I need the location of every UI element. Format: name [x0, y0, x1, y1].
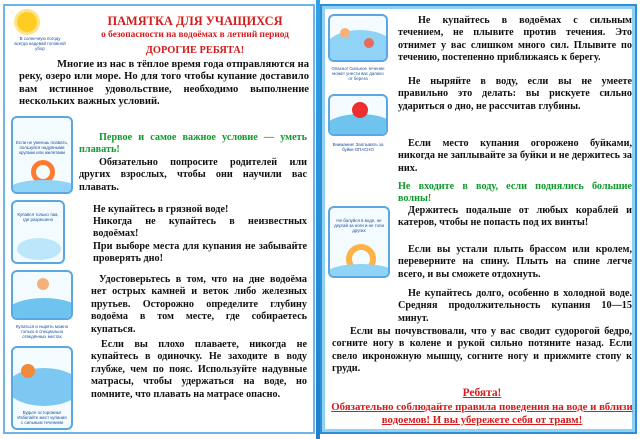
alone-swimming-paragraph: Если вы плохо плаваете, никогда не купайтесь в одиночку. Не заходите в воду глубже, чем по пояс. Используйте надувные матрасы, чтобы удержаться на воде, но помните, что плавать на матрасе опасно.: [91, 339, 307, 400]
first-rule: Первое и самое важное условие — уметь плавать!: [79, 132, 307, 156]
illustration-swim-ring: [11, 116, 73, 194]
swimmer-icon: [340, 28, 350, 38]
illustration-swimmers: [328, 14, 388, 62]
dirty-water-rule: Не купайтесь в грязной воде!: [93, 204, 229, 215]
illustration-diving: [11, 270, 73, 320]
buoys-paragraph: Если место купания огорожено буйками, никогда не заплывайте за буйки и не держитесь за них.: [398, 138, 632, 174]
bottom-check-paragraph: Удостоверьтесь в том, что на дне водоёма нет острых камней и веток либо железных прутьев. Осторожно определите глубину водоёма в том месте, где собираетесь купаться.: [91, 274, 307, 335]
cramp-paragraph: Если вы почувствовали, что у вас сводит судорогой бедро, согните ногу в колене и рукой сильно потяните назад. Если свело икроножную мышцу, согните ногу и прижмите стопу к груди.: [332, 326, 632, 375]
water-icon: [11, 368, 73, 406]
right-panel: [320, 4, 637, 434]
intro-paragraph: Многие из нас в тёплое время года отправляются на реку, озеро или море. Но для того чтобы купание доставило вам истинное удовольствие, необходимо выполнение нескольких важных условий.: [19, 59, 309, 108]
illustration-current: [11, 346, 73, 430]
sun-icon: [17, 12, 37, 32]
waves-rule: Не входите в воду, если поднялись большие волны!: [398, 181, 632, 205]
diving-paragraph: Не ныряйте в воду, если вы не умеете правильно это делать: вы рискуете сильно удариться о дно, не рассчитав глубины.: [398, 76, 632, 112]
strong-current-paragraph: Не купайтесь в водоёмах с сильным течением, не плывите против течения. Это отнимет у вас слишком много сил. Плывите по течению, постепенно приближаясь к берегу.: [398, 15, 632, 64]
caption-buoy: Внимание! Заплывать за буйки ОПАСНО: [332, 142, 384, 152]
closing-greeting: Ребята!: [462, 387, 502, 399]
caption-box-buoy: [328, 138, 388, 178]
caption-no-pranks: Не балуйся в воде, не дергай за ноги и не топи других: [334, 218, 384, 233]
closing-message: Обязательно соблюдайте правила поведения на воде и вблизи водоемов! И вы убережете себя от травм!: [331, 401, 633, 426]
caption-diving: Купаться и нырять можно только в специально отведённых местах: [15, 324, 69, 339]
learn-to-swim-paragraph: Обязательно попросите родителей или других взрослых, чтобы они научили вас плавать.: [79, 157, 307, 193]
duration-paragraph: Не купайтесь долго, особенно в холодной воде. Средняя продолжительность купания 10—15 минут.: [398, 288, 632, 324]
illustration-allowed-place: [11, 200, 65, 264]
illustration-no-pranks: [328, 206, 390, 278]
caption-box-diving: [11, 322, 73, 342]
water-icon: [11, 180, 73, 194]
water-icon: [11, 298, 73, 320]
water-icon: [328, 264, 390, 278]
caption-sun-hat: В солнечную погоду всегда надевай головной убор: [14, 36, 66, 51]
illustration-buoy: [328, 94, 388, 136]
backstroke-paragraph: Если вы устали плыть брассом или кролем, переверните на спину. Плыть на спине легче всего, и вы сможете отдохнуть.: [398, 244, 632, 280]
buoy-icon: [352, 102, 368, 118]
illustration-sun-hat: [11, 34, 69, 52]
page-subtitle: о безопасности на водоёмах в летний период: [101, 30, 289, 40]
diver-icon: [37, 278, 49, 290]
unknown-water-rule: Никогда не купайтесь в неизвестных водоёмах!: [93, 216, 307, 240]
swimmer-icon: [21, 364, 35, 378]
caption-strong-current: Опасно! Сильное течение может унести вас далеко от берега: [331, 66, 385, 81]
boats-paragraph: Держитесь подальше от любых кораблей и катеров, чтобы не попасть под их винты!: [398, 205, 632, 229]
caption-box-current: [328, 64, 388, 90]
swimmer-icon: [364, 38, 374, 48]
caption-swim-ring: Если не умеешь плавать, пользуйся надувными кругами или жилетами: [16, 140, 69, 155]
check-bottom-rule: При выборе места для купания не забывайте проверять дно!: [93, 241, 307, 265]
greeting: ДОРОГИЕ РЕБЯТА!: [145, 45, 245, 56]
left-panel: [3, 4, 315, 434]
page-title: ПАМЯТКА ДЛЯ УЧАЩИХСЯ: [107, 14, 283, 28]
lake-icon: [17, 238, 61, 260]
caption-current: Будьте осторожны! Избегайте мест купания с сильным течением: [17, 410, 67, 425]
caption-allowed-place: Купайся только там, где разрешено: [17, 212, 59, 222]
water-icon: [328, 30, 388, 62]
